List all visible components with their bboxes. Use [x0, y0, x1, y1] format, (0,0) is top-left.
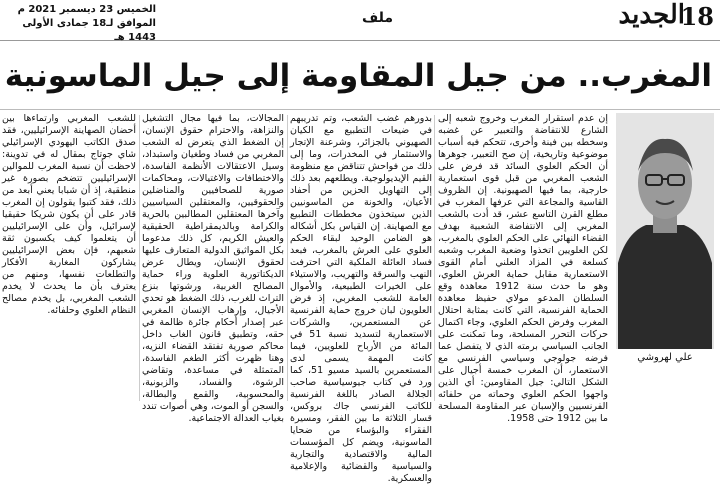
column-divider	[434, 115, 435, 401]
column-divider	[287, 115, 288, 401]
newspaper-logo: الجديد	[618, 0, 685, 30]
page-number: 18	[680, 2, 714, 31]
article-column-4: للشعب المغربي وارتماءها بين أحضان الصهاينة الإسرائيليين، فقد صدق الكاتب اليهودي الإسرائيلي شاي جوتاج بمقال له في تدوينة: لاحظت أن نسبة المغرب للموالين الإسرائيليين تتضخم بصورة غير منطقية، إذ أن شبابا يعني أبعد من ذلك، فقد كتبوا يقولون إن المغرب قادر على أن يكون شريكا حقيقيا لإسرائيل، وأن على الإسرائيليين أن يتعلموا كيف يكسبون ثقة شعبهم، فإن بعض الإسرائيليين يشاركون المغاربة الأفكار والتطلعات نفسها، ومنهم من يعترف بأن ما يحدث لا يخدم الشعب المغربي، بل يخدم مصالح النظام العلوي وحلفائه.	[2, 113, 136, 316]
section-label: ملف	[362, 10, 394, 26]
date-gregorian: الخميس 23 ديسمبر 2021 م	[17, 4, 156, 15]
article-column-1: إن عدم استقرار المغرب وخروج شعبه إلى الشارع للانتفاضة والتعبير عن غضبه وسخطه بين فينة وأخرى، تتحكم فيه أسباب موضوعية وتاريخية، إن صح التعبير، جوهرها أن الحكم العلوي السائد قد فرض على الشعب المغربي من قبل قوى استعمارية خارجية، بما فيها الصهيونية. إن الظروف القاسية والمجاعة التي عرفها المغرب في مطلع القرن التاسع عشر، قد أدت بالشعب المغربي إلى الانتفاضة الشعبية بهدف القضاء النهائي على الحكم العلوي بالمغرب، لكن العلويين اتخذوا وضعية المغرب وشعبه كسلعة في المزاد العلني أمام القوى الاستعمارية مقابل حماية العرش العلوي، وهو ما حدث سنة 1912 معاهدة وقع السلطان المدعو مولاي حفيظ معاهدة الحماية الفرنسية، التي كانت بمثابة احتلال المغرب وفرض الحكم العلوي، وجاء اكتمال حركات التحرر المسلحة، وما تمكنت على الجانب السياسي برمته الذي لا يتفصل عما فرضه جولوجي وسياسي الفرنسي مع الاستعمار، أن المغرب خمسة أجيال على الشكل التالي: جيل المقاومين: أي الذين واجهوا الحكم العلوي وحماته من حلفائه الفرنسيين والإسبان عبر المقاومة المسلحة ما بين 1912 حتى 1958.	[438, 113, 608, 424]
article-headline: المغرب.. من جيل المقاومة إلى جيل الماسونية	[4, 58, 712, 94]
column-divider	[139, 115, 140, 401]
photo-caption: علي لهروشي	[637, 352, 693, 363]
article-column-2: بدورهم غضب الشعب، وتم تدريبهم في ضيعات التطبيع مع الكيان الصهيوني بالجزائر، وشرعنة الإتجار والاستثمار في المخدرات، وما إلى ذلك من فواحش تتناقض مع منظومة القيم الإيديولوجية. ويطلعهم بعد ذلك إلى التهاويل الحزين من أحفاد الأعيان، والخونة من الماسونيين الذين سيتخذون مخططات التطبيع مع الصهاينة. إن القياس بكل أشكاله هو الضامن الوحيد لبقاء الحكم العلوي على العرش بالمغرب، فبعد فساد العائلة الملكية التي احترفت النهب والسرقة والتهريب، والاستيلاء على الخيرات الطبيعية، والأموال العامة للشعب المغربي، إذ فرض العلويون لبان خروج حماية الفرنسية عن المستعمرين، والشركات الاستعمارية لتسديد نسبة 51 في المائة من الأرباح للعلويين، فيما كانت المهمة يسمى لدى المستعمرين بالسيد مسيو 51، كما ورد في كتاب جيوسياسية صاحب الجلالة الصادر باللغة الفرنسية للكاتب الفرنسي جاك بروكس، قسار الثلاثة ما بين الفقر، ومسيرة الفقراء والبؤساء من ضحايا الماسونية، ويضم كل المؤسسات المالية والاقتصادية والتجارية والسياسية والقضائية والإعلامية والعسكرية.	[290, 113, 432, 484]
date-line	[6, 3, 156, 45]
portrait-image	[616, 113, 714, 349]
author-photo	[616, 113, 714, 349]
date-hijri: الموافق لـ18 جمادى الأولى 1443 هـ	[22, 18, 156, 43]
page-header	[0, 0, 720, 41]
article-column-3: المجالات، بما فيها مجال التشغيل والنزاهة، والاحترام حقوق الإنسان، إن الضغط الذي يتعرض له الشعب المغربي من فساد وطغيان واستبداد، وسيل الاعتقالات الأنظمة الفاسدة، والاختطافات والاغتيالات، ومحاكمات صورية للصحافيين والمناضلين والحقوقيين، والمعتقلين السياسيين وآخرها المعتقلين المطالبين بالحرية والكرامة وبالديمقراطية الحقيقية والعيش الكريم، كل ذلك مدعوما بكل المواثيق الدولية المتعارف عليها لحقوق الإنسان، ويطال عرض الديكتاتورية العلوية وراء حماية المصالح الغربية، ورشوتها بنزع التراث للغرب، ذلك الضغط هو تحدي الأجيال، وإرهاب الإنسان المغربي عبر إصدار أحكام جائرة ظالمة في حقه، وتطبيق قانون الغاب داخل محاكم صورية تفتقد القضاء النزيه، وهنا ظهرت أكثر الطغم الفاسدة، المتمثلة في مساعدة، وتقاضي الرشوة، والفساد، والزبونية، والمحسوبية، والقمع والبطالة، والسجن أو الموت، وهي أصوات تندد بغياب العدالة الاجتماعية.	[142, 113, 284, 424]
divider	[0, 109, 720, 110]
